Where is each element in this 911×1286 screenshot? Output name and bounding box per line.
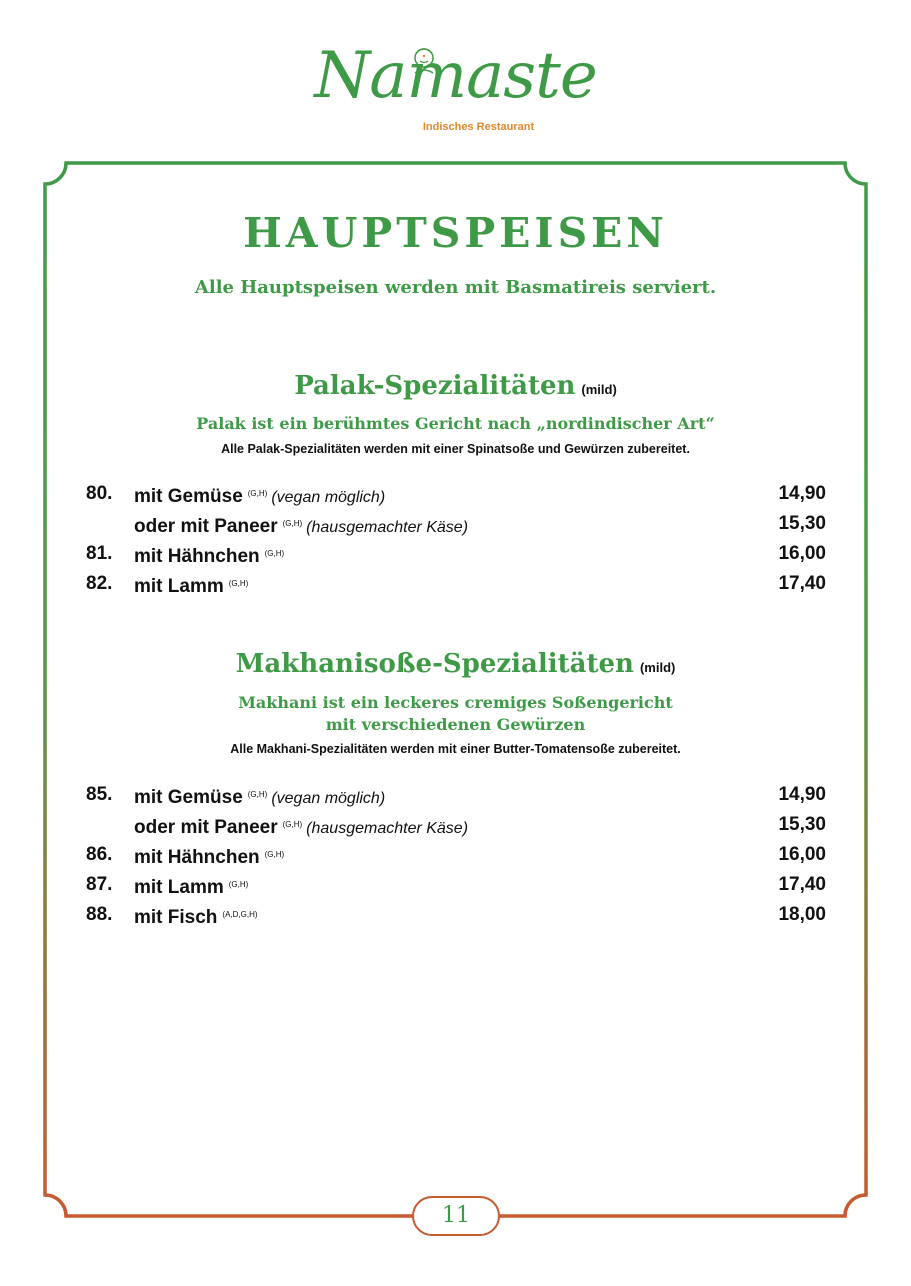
- section-subtitle: mit verschiedenen Gewürzen: [325, 715, 586, 734]
- item-number: 85.: [86, 784, 113, 805]
- item-allergens: (G,H): [228, 880, 249, 889]
- menu-item: [86, 900, 826, 930]
- item-price: 15,30: [778, 814, 826, 835]
- section-title-text: Palak-Spezialitäten: [294, 371, 576, 401]
- item-price: 18,00: [778, 904, 826, 925]
- section-description: Alle Makhani-Spezialitäten werden mit einer Butter-Tomatensoße zubereitet.: [230, 742, 681, 756]
- section-title: [0, 647, 911, 685]
- logo-wordmark: Namaste: [314, 39, 597, 113]
- menu-item: [86, 840, 826, 870]
- menu-item: [86, 870, 826, 900]
- menu-item: [86, 479, 826, 509]
- item-number: 86.: [86, 844, 113, 865]
- item-name: mit Hähnchen: [134, 546, 260, 567]
- page-subtitle: Alle Hauptspeisen werden mit Basmatireis serviert.: [194, 277, 717, 298]
- menu-item: [86, 509, 826, 539]
- item-number: 80.: [86, 483, 113, 504]
- item-number: 88.: [86, 904, 113, 925]
- section-subtitle: Makhani ist ein leckeres cremiges Soßengericht: [238, 693, 673, 712]
- item-name: mit Gemüse: [134, 787, 243, 808]
- page-number: 11: [442, 1203, 470, 1228]
- item-price: 16,00: [778, 543, 826, 564]
- item-allergens: (G,H): [264, 850, 285, 859]
- menu-item: [86, 780, 826, 810]
- section-description: Alle Palak-Spezialitäten werden mit einer Spinatsoße und Gewürzen zubereitet.: [221, 442, 690, 456]
- menu-item: [86, 539, 826, 569]
- item-note: (hausgemachter Käse): [306, 519, 469, 536]
- item-note: (vegan möglich): [271, 489, 386, 506]
- item-allergens: (G,H): [247, 489, 268, 498]
- section-title: [0, 369, 911, 407]
- page-title: HAUPTSPEISEN: [243, 209, 668, 257]
- item-allergens: (G,H): [282, 820, 303, 829]
- item-price: 15,30: [778, 513, 826, 534]
- item-allergens: (G,H): [282, 519, 303, 528]
- item-allergens: (A,D,G,H): [222, 910, 258, 919]
- item-price: 14,90: [778, 784, 826, 805]
- item-number: 81.: [86, 543, 113, 564]
- item-number: 87.: [86, 874, 113, 895]
- logo-subtitle: Indisches Restaurant: [422, 121, 535, 133]
- menu-item: [86, 569, 826, 599]
- section-title-text: Makhanisoße-Spezialitäten: [235, 649, 634, 679]
- menu-item: [86, 810, 826, 840]
- item-name: oder mit Paneer: [134, 516, 278, 537]
- section-spice-note: (mild): [581, 382, 617, 397]
- section-spice-note: (mild): [639, 660, 676, 675]
- section-subtitle: Palak ist ein berühmtes Gericht nach „nordindischer Art“: [196, 414, 715, 433]
- item-note: (hausgemachter Käse): [306, 820, 469, 837]
- item-allergens: (G,H): [264, 549, 285, 558]
- item-name: mit Lamm: [134, 576, 224, 597]
- item-name: oder mit Paneer: [134, 817, 278, 838]
- item-price: 16,00: [778, 844, 826, 865]
- item-price: 17,40: [778, 874, 826, 895]
- item-name: mit Lamm: [134, 877, 224, 898]
- item-note: (vegan möglich): [271, 790, 386, 807]
- item-number: 82.: [86, 573, 113, 594]
- item-name: mit Gemüse: [134, 486, 243, 507]
- item-allergens: (G,H): [247, 790, 268, 799]
- item-name: mit Fisch: [134, 907, 218, 928]
- item-price: 17,40: [778, 573, 826, 594]
- item-price: 14,90: [778, 483, 826, 504]
- item-name: mit Hähnchen: [134, 847, 260, 868]
- item-allergens: (G,H): [228, 579, 249, 588]
